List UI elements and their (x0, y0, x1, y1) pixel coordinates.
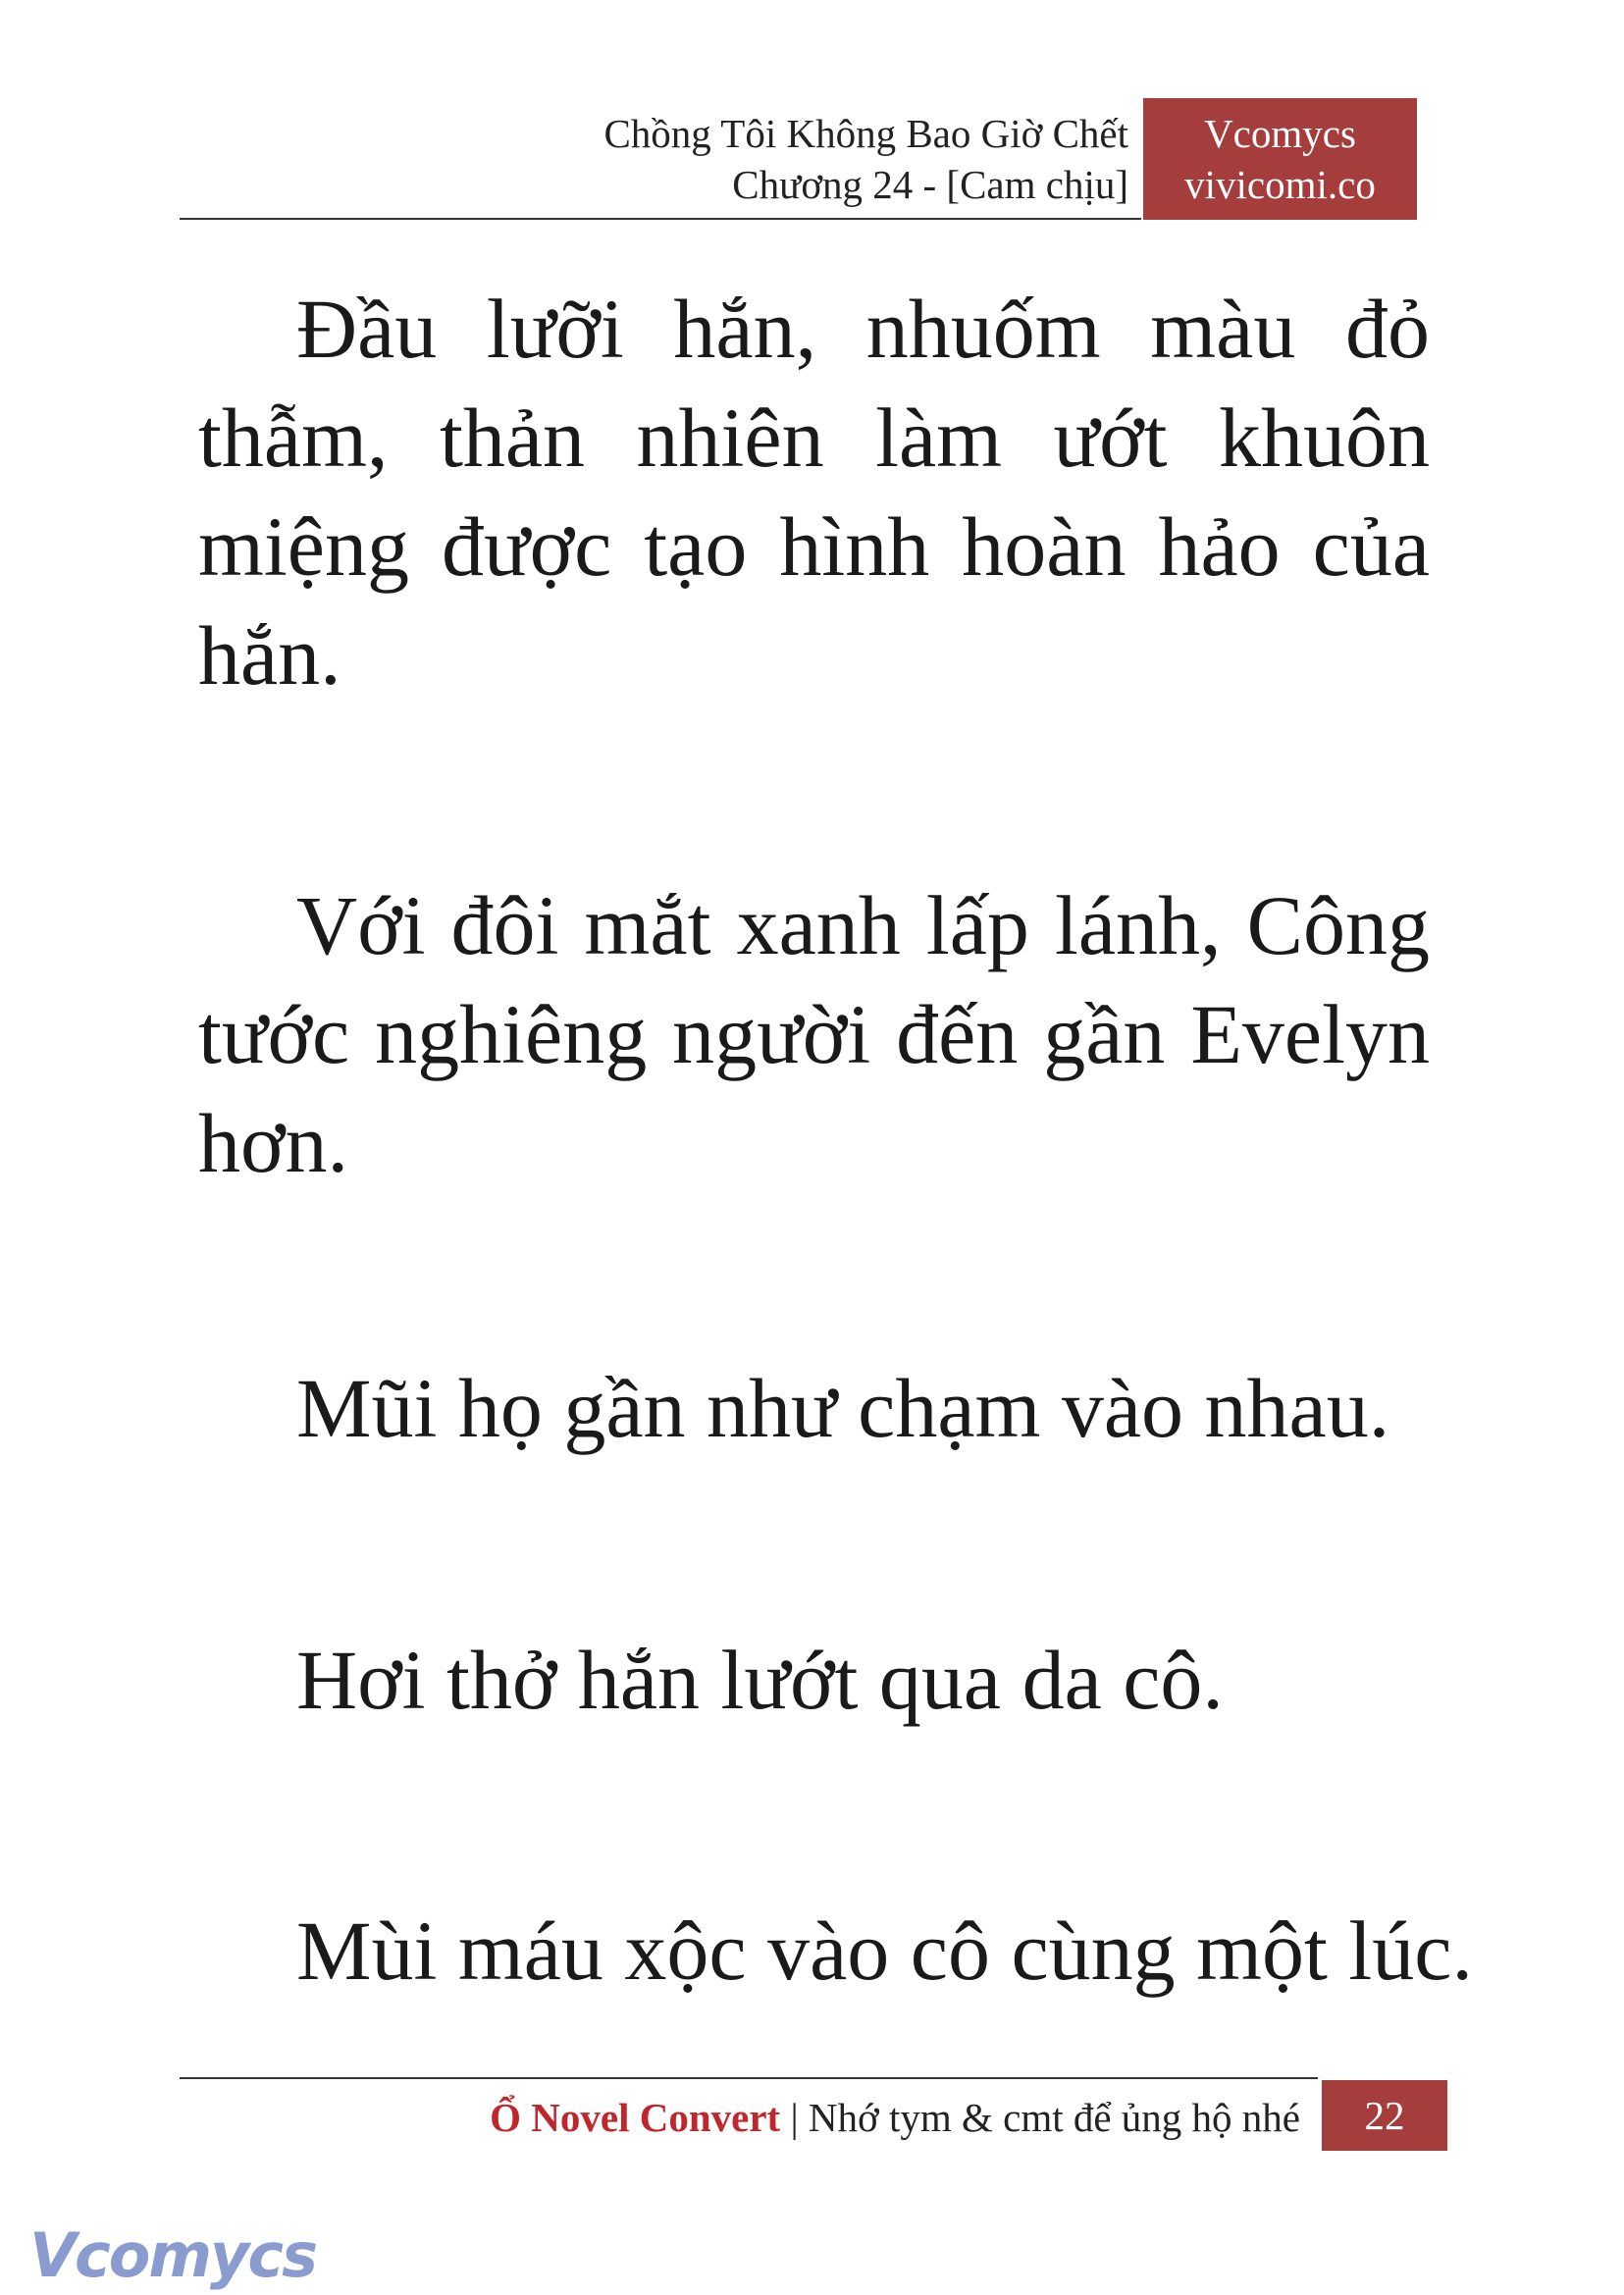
chapter-title: Chương 24 - [Cam chịu] (732, 162, 1128, 207)
brand-site: vivicomi.co (1184, 162, 1376, 207)
brand-badge (1143, 98, 1417, 220)
paragraph: Với đôi mắt xanh lấp lánh, Công tước nghiêng người đến gần Evelyn hơn. (198, 878, 1430, 1190)
paragraph: Mũi họ gần như chạm vào nhau. (296, 1361, 1390, 1455)
book-title: Chồng Tôi Không Bao Giờ Chết (603, 111, 1128, 156)
page-number: 22 (1322, 2080, 1447, 2151)
paragraph: Mùi máu xộc vào cô cùng một lúc. (296, 1904, 1473, 1998)
page-header (442, 108, 1128, 210)
paragraph: Hơi thở hắn lướt qua da cô. (296, 1633, 1224, 1727)
footer-message: Nhớ tym & cmt để ủng hộ nhé (808, 2095, 1300, 2140)
footer-divider (180, 2077, 1318, 2079)
watermark-logo: Vcomycs (29, 2219, 317, 2291)
paragraph: Đầu lưỡi hắn, nhuốm màu đỏ thẫm, thản nhiên làm ướt khuôn miệng được tạo hình hoàn hảo của hắn. (198, 282, 1430, 703)
brand-name: Vcomycs (1204, 111, 1356, 156)
footer-separator: | (780, 2095, 809, 2140)
header-divider (180, 218, 1141, 220)
footer-brand: Ổ Novel Convert (490, 2095, 781, 2140)
page-footer (490, 2090, 1300, 2145)
